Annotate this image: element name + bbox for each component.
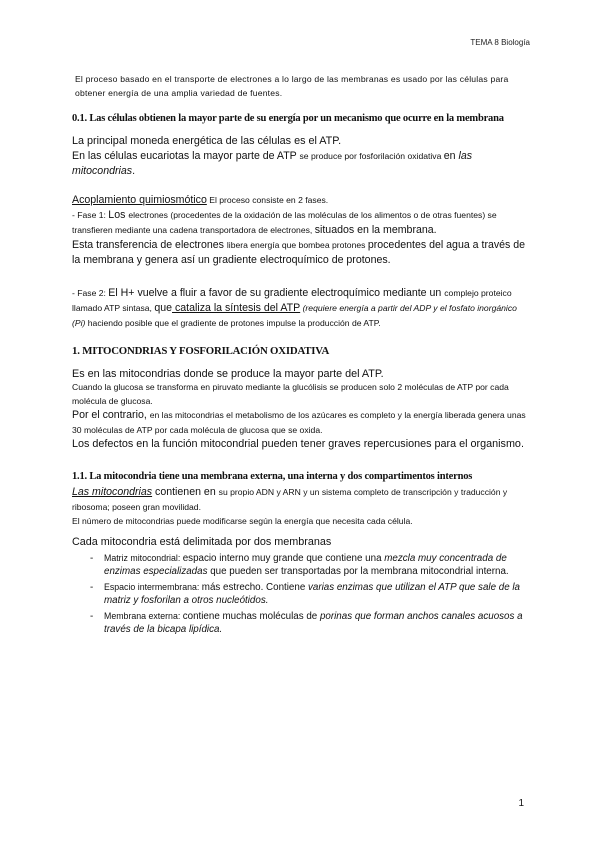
heading-1: 1. MITOCONDRIAS Y FOSFORILACIÓN OXIDATIVA xyxy=(72,344,330,357)
heading-0-1: 0.1. Las células obtienen la mayor parte de su energía por un mecanismo que ocurre en la membrana xyxy=(72,113,504,124)
mitochondria-dna-line: Las mitocondrias contienen en su propio ADN y ARN y un sistema completo de transcripción y traducción y ribosoma; poseen gran movilidad. xyxy=(72,485,508,512)
membrane-list xyxy=(72,552,527,637)
list-item: - Membrana externa: contiene muchas moléculas de porinas que forman anchos canales acuosos a través de la bicapa lipídica. xyxy=(90,610,523,635)
transfer-paragraph: Esta transferencia de electrones libera energía que bombea protones procedentes del agua a través de la membrana y genera así un gradiente electroquímico de protones. xyxy=(72,238,526,266)
atp-synthesis-phrase: cataliza la síntesis del ATP xyxy=(172,301,301,314)
page-number: 1 xyxy=(518,798,524,809)
mitochondria-term: Las mitocondrias xyxy=(72,485,153,498)
chemiosmotic-coupling-line: Acoplamiento quimiosmótico El proceso consiste en 2 fases. xyxy=(72,193,329,206)
mitochondrial-defects-line: Los defectos en la función mitocondrial pueden tener graves repercusiones para el organismo. xyxy=(72,438,524,450)
mitochondria-atp-line: Es en las mitocondrias donde se produce la mayor parte del ATP. xyxy=(72,367,384,380)
page-content xyxy=(72,72,527,639)
complete-metabolism-line: Por el contrario, en las mitocondrias el metabolismo de los azúcares es completo y la energía liberada genera unas 30 moléculas de ATP por cada molécula de glucosa que se oxida. xyxy=(72,409,526,435)
chemiosmotic-coupling-term: Acoplamiento quimiosmótico xyxy=(72,193,207,206)
atp-currency-line: La principal moneda energética de las células es el ATP. xyxy=(72,135,342,147)
heading-1-1: 1.1. La mitocondria tiene una membrana externa, una interna y dos compartimentos internos xyxy=(72,470,473,482)
list-item: - Espacio intermembrana: más estrecho. Contiene varias enzimas que utilizan el ATP que sale de la matriz y fosforilan a otros nucleótidos. xyxy=(90,581,520,606)
running-header: TEMA 8 Biología xyxy=(470,38,530,47)
mitochondria-count-line: El número de mitocondrias puede modificarse según la energía que necesita cada célula. xyxy=(72,515,413,526)
phase-1-paragraph: - Fase 1: Los electrones (procedentes de la oxidación de las moléculas de los alimentos o de otras fuentes) se transfieren mediante una cadena transportadora de electrones, situados en la membrana. xyxy=(72,208,497,236)
list-item: - Matriz mitocondrial: espacio interno muy grande que contiene una mezcla muy concentrada de enzimas especializadas que pueden ser transportadas por la membrana mitocondrial interna. xyxy=(90,552,509,577)
two-membranes-line: Cada mitocondria está delimitada por dos membranas xyxy=(72,536,332,548)
intro-paragraph: El proceso basado en el transporte de electrones a lo largo de las membranas es usado por las células para obtener energía de una amplia variedad de fuentes. xyxy=(75,74,509,98)
eukaryote-atp-line: En las células eucariotas la mayor parte de ATP se produce por fosforilación oxidativa en las mitocondrias. xyxy=(72,149,473,177)
phase-2-paragraph: - Fase 2: El H+ vuelve a fluir a favor de su gradiente electroquímico mediante un complejo proteico llamado ATP sintasa, que cataliza la síntesis del ATP (requiere energía a partir del ADP y el fosfato inorgánico (Pi) haciendo posible que el gradiente de protones impulse la producción de ATP. xyxy=(72,286,517,328)
glycolysis-line: Cuando la glucosa se transforma en piruvato mediante la glucólisis se producen solo 2 moléculas de ATP por cada molécula de glucosa. xyxy=(72,382,509,406)
